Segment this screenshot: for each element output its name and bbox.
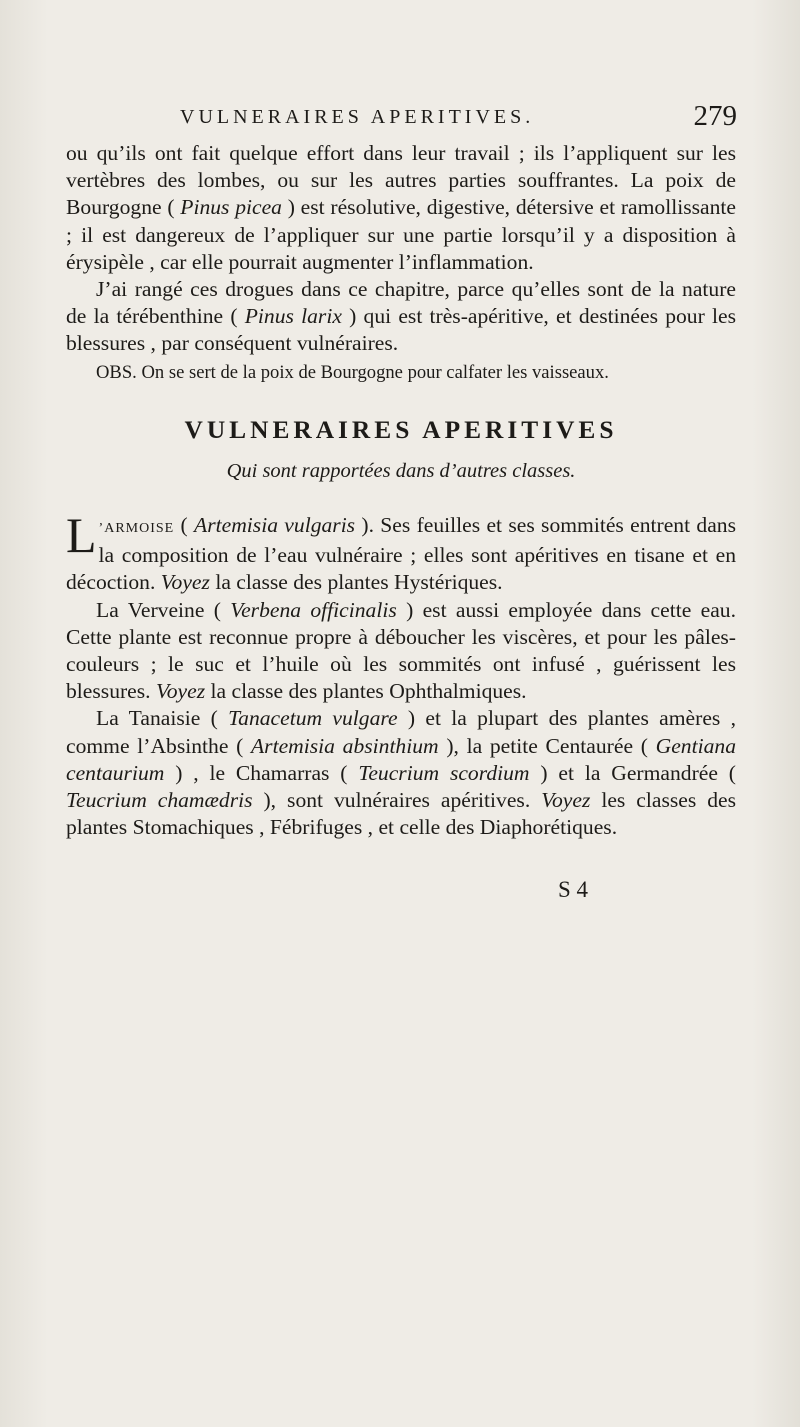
- observation-note: OBS. On se sert de la poix de Bourgogne pour calfater les vaisseaux.: [96, 361, 609, 383]
- text-span: ). Ses feuilles et ses sommités entrent dans la composition de l’eau vulnéraire ; elles sont apéritives en tisane et en décoction.: [66, 513, 736, 595]
- latin-name: Pinus larix: [244, 304, 342, 329]
- text-span: ) qui est très-apéritive, et destinées pour les blessures , par conséquent vulnéraires.: [66, 304, 736, 356]
- latin-name: Artemisia vulgaris: [194, 513, 356, 538]
- latin-name: Gentiana centaurium: [66, 733, 736, 785]
- paragraph-tanaisie: [66, 705, 736, 841]
- section-title: VULNERAIRES APERITIVES: [184, 415, 618, 444]
- text-span: ) est aussi employée dans cette eau. Cette plante est reconnue propre à déboucher les viscères, et pour les pâles-couleurs ; le suc et l’huile où les sommités ont infusé , guérissent les blessures.: [66, 597, 736, 704]
- text-span: ) et la plupart des plantes amères , comme l’Absinthe (: [66, 706, 737, 758]
- cross-reference: Voyez: [541, 788, 591, 813]
- text-span: J’ai rangé ces drogues dans ce chapitre, parce qu’elles sont de la nature de la térébenthine (: [66, 277, 736, 329]
- signature-mark: S 4: [558, 877, 589, 902]
- running-title: VULNERAIRES APERITIVES.: [180, 106, 535, 128]
- latin-name: Artemisia absinthium: [250, 733, 439, 758]
- paragraph-verveine: [66, 597, 736, 706]
- text-span: la classe des plantes Ophthalmiques.: [205, 679, 527, 704]
- page-number: 279: [693, 100, 737, 132]
- paragraph-rationale: [66, 276, 736, 358]
- text-span: (: [174, 513, 195, 538]
- drop-cap: L: [66, 507, 97, 564]
- paragraph-continuation: [66, 140, 736, 276]
- text-span: ) , le Chamarras (: [164, 760, 359, 785]
- section-subtitle: Qui sont rapportées dans d’autres classes.: [226, 459, 576, 482]
- latin-name: Teucrium chamædris: [66, 788, 253, 813]
- text-span: ) et la Germandrée (: [529, 760, 736, 785]
- latin-name: Teucrium scordium: [358, 760, 530, 785]
- small-caps-word: ’ARMOISE: [98, 521, 175, 537]
- text-span: ) est résolutive, digestive, détersive et ramollissante ; il est dangereux de l’appliquer sur une partie lorsqu’il y a disposition à érysipèle , car elle pourrait augmenter l’inflammation.: [66, 195, 736, 274]
- paragraph-armoise: [66, 507, 736, 597]
- text-span: la classe des plantes Hystériques.: [209, 570, 503, 595]
- page-body: [66, 140, 736, 841]
- running-head: [180, 100, 737, 136]
- cross-reference: Voyez: [160, 570, 210, 595]
- latin-name: Tanacetum vulgare: [228, 706, 398, 731]
- latin-name: Pinus picea: [180, 195, 282, 220]
- text-span: ), la petite Centaurée (: [438, 733, 656, 758]
- text-span: ), sont vulnéraires apéritives.: [252, 788, 542, 813]
- text-span: ou qu’ils ont fait quelque effort dans leur travail ; ils l’appliquent sur les vertèbres des lombes, ou sur les autres parties souffrantes. La poix de Bourgogne (: [66, 141, 736, 220]
- cross-reference: Voyez: [155, 679, 206, 704]
- text-span: les classes des plantes Stomachiques , Fébrifuges , et celle des Diaphorétiques.: [66, 788, 736, 840]
- text-span: La Tanaisie (: [96, 706, 229, 731]
- latin-name: Verbena officinalis: [230, 597, 397, 622]
- text-span: La Verveine (: [96, 597, 231, 622]
